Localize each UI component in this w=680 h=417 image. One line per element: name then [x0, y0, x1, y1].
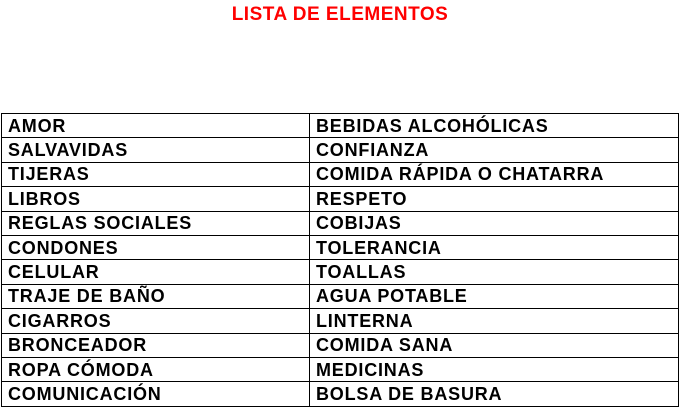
table-cell: BRONCEADOR [2, 333, 310, 357]
table-cell: AGUA POTABLE [310, 284, 679, 308]
table-row [2, 211, 679, 235]
table-cell: SALVAVIDAS [2, 138, 310, 162]
table-cell: CONFIANZA [310, 138, 679, 162]
table-cell: TOALLAS [310, 260, 679, 284]
table-row [2, 162, 679, 186]
table-cell: MEDICINAS [310, 357, 679, 381]
table-cell: AMOR [2, 114, 310, 138]
table-row [2, 235, 679, 259]
table-row [2, 114, 679, 138]
table-cell: CIGARROS [2, 309, 310, 333]
page-title: LISTA DE ELEMENTOS [231, 4, 449, 25]
table-cell: ROPA CÓMODA [2, 357, 310, 381]
table-row [2, 357, 679, 381]
table-cell: LINTERNA [310, 309, 679, 333]
table-cell: REGLAS SOCIALES [2, 211, 310, 235]
table-row [2, 138, 679, 162]
table-cell: COBIJAS [310, 211, 679, 235]
elements-table [1, 113, 679, 407]
table-cell: CELULAR [2, 260, 310, 284]
table-cell: BOLSA DE BASURA [310, 382, 679, 406]
table-cell: CONDONES [2, 235, 310, 259]
table-cell: TOLERANCIA [310, 235, 679, 259]
table-row [2, 333, 679, 357]
table-row [2, 382, 679, 406]
table-row [2, 309, 679, 333]
table-cell: COMIDA SANA [310, 333, 679, 357]
table-row [2, 260, 679, 284]
table-cell: TRAJE DE BAÑO [2, 284, 310, 308]
table-cell: TIJERAS [2, 162, 310, 186]
table-cell: LIBROS [2, 187, 310, 211]
table-row [2, 284, 679, 308]
table-cell: BEBIDAS ALCOHÓLICAS [310, 114, 679, 138]
table-cell: RESPETO [310, 187, 679, 211]
table-row [2, 187, 679, 211]
table-cell: COMIDA RÁPIDA O CHATARRA [310, 162, 679, 186]
table-cell: COMUNICACIÓN [2, 382, 310, 406]
